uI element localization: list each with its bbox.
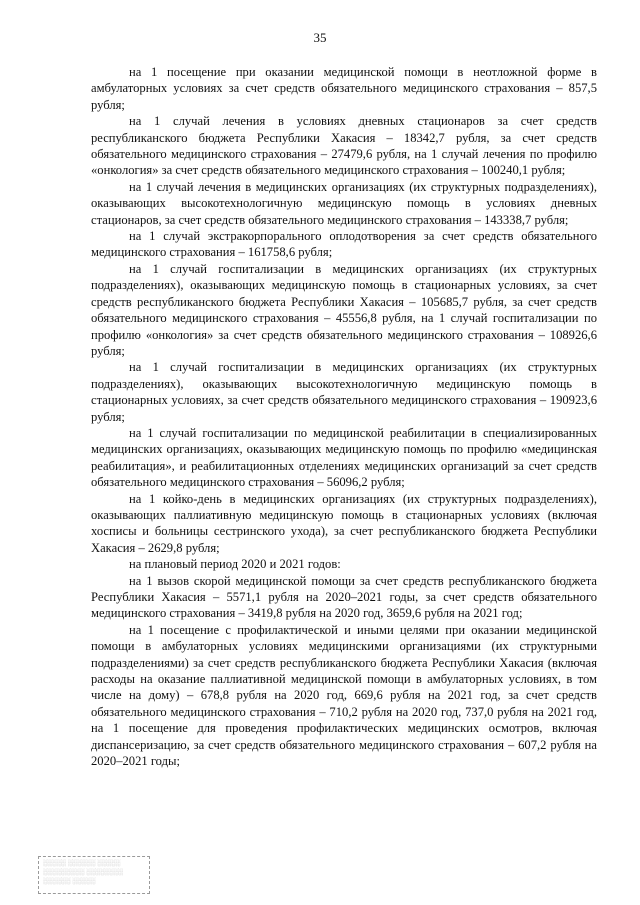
paragraph: на 1 посещение с профилактической и иными целями при оказании медицинской помощи в амбулаторных условиях медицинскими организациями (их структурными подразделениями) за счет средств республиканского бюджета Республики Хакасия (включая расходы на оказание паллиативной медицинской помощи в амбулаторных условиях, в том числе на дому) – 678,8 рубля на 2020 год, 669,6 рубля на 2021 год, за счет средств обязательного медицинского страхования – 710,2 рубля на 2020 год, 737,0 рубля на 2021 год, на 1 посещение для проведения профилактических медицинских осмотров, включая диспансеризацию, за счет средств обязательного медицинского страхования – 607,2 рубля на 2020–2021 годы; [91,622,597,769]
paragraph: на плановый период 2020 и 2021 годов: [129,557,341,572]
paragraph: на 1 случай лечения в условиях дневных стационаров за счет средств республиканского бюджета Республики Хакасия – 18342,7 рубля, за счет средств обязательного медицинского страхования – 27479,6 рубля, на 1 случай лечения по профилю «онкология» за счет средств обязательного медицинского страхования – 100240,1 рубля; [91,114,597,178]
paragraph: на 1 вызов скорой медицинской помощи за счет средств республиканского бюджета Республики Хакасия – 5571,1 рубля на 2020–2021 годы, за счет средств обязательного медицинского страхования – 3419,8 рубля на 2020 год, 3659,6 рубля на 2021 год; [91,573,597,621]
paragraph: на 1 посещение при оказании медицинской помощи в неотложной форме в амбулаторных условиях за счет средств обязательного медицинского страхования – 857,5 рубля; [91,65,597,112]
document-body [91,64,597,769]
faded-stamp-image: ░░░░░ ░░░░░░ ░░░░░ ░░░░░░░░░ ░░░░░░░░ ░░░░░░ ░░░░░ [38,856,150,894]
page-number: 35 [313,30,327,45]
paragraph: на 1 случай госпитализации по медицинской реабилитации в специализированных медицинских организациях, оказывающих медицинскую помощь по профилю «медицинская реабилитация», и реабилитационных отделениях медицинских организаций за счет средств обязательного медицинского страхования – 56096,2 рубля; [91,425,597,490]
paragraph: на 1 случай экстракорпорального оплодотворения за счет средств обязательного медицинского страхования – 161758,6 рубля; [91,229,597,260]
paragraph: на 1 койко-день в медицинских организациях (их структурных подразделениях), оказывающих паллиативную медицинскую помощь в стационарных условиях (включая хосписы и больницы сестринского ухода), за счет республиканского бюджета Республики Хакасия – 2629,8 рубля; [91,491,597,555]
paragraph: на 1 случай госпитализации в медицинских организациях (их структурных подразделениях), оказывающих медицинскую помощь в стационарных условиях, за счет средств республиканского бюджета Республики Хакасия – 105685,7 рубля, за счет средств обязательного медицинского страхования – 45556,8 рубля, на 1 случай госпитализации по профилю «онкология» за счет средств обязательного медицинского страхования – 108926,6 рубля; [91,261,597,358]
paragraph: на 1 случай лечения в медицинских организациях (их структурных подразделениях), оказывающих высокотехнологичную медицинскую помощь в условиях дневных стационаров, за счет средств обязательного медицинского страхования – 143338,7 рубля; [91,179,597,227]
paragraph: на 1 случай госпитализации в медицинских организациях (их структурных подразделениях), оказывающих высокотехнологичную медицинскую помощь в стационарных условиях, за счет средств обязательного медицинского страхования – 190923,6 рубля; [91,360,597,424]
